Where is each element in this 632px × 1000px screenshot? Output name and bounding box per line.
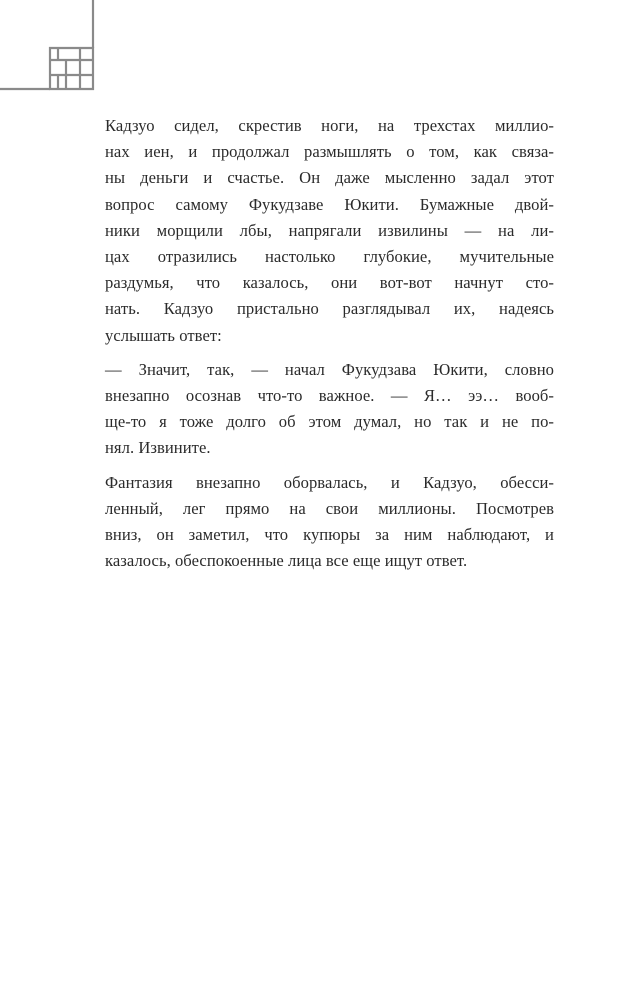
corner-lattice-ornament-icon xyxy=(0,0,100,100)
text-line: раздумья, что казалось, они вот-вот начнут сто- xyxy=(105,273,554,293)
text-line: Фантазия внезапно оборвалась, и Кадзуо, обесси- xyxy=(105,472,554,492)
body-text xyxy=(105,113,554,574)
text-line: цах отразились настолько глубокие, мучительные xyxy=(105,247,554,267)
text-line: Кадзуо сидел, скрестив ноги, на трехстах миллио- xyxy=(105,116,554,135)
text-line: вниз, он заметил, что купюры за ним наблюдают, и xyxy=(105,525,554,545)
text-line: вопрос самому Фукудзаве Юкити. Бумажные двой- xyxy=(105,194,554,214)
text-line: ще-то я тоже долго об этом думал, но так и не по- xyxy=(105,412,554,432)
text-line: казалось, обеспокоенные лица все еще ищут ответ. xyxy=(105,551,468,571)
paragraph xyxy=(105,113,554,349)
paragraph-gap xyxy=(105,349,554,357)
text-line: ленный, лег прямо на свои миллионы. Посмотрев xyxy=(105,498,554,518)
text-line: ники морщили лбы, напрягали извилины — на ли- xyxy=(105,220,554,240)
text-line: нах иен, и продолжал размышлять о том, как связа- xyxy=(105,142,554,162)
paragraph xyxy=(105,470,554,575)
text-line: — Значит, так, — начал Фукудзава Юкити, словно xyxy=(105,359,554,379)
text-line: нать. Кадзуо пристально разглядывал их, надеясь xyxy=(105,299,554,319)
text-line: нял. Извините. xyxy=(105,438,211,458)
text-line: ны деньги и счастье. Он даже мысленно задал этот xyxy=(105,168,554,188)
text-line: услышать ответ: xyxy=(105,325,222,345)
paragraph-gap xyxy=(105,462,554,470)
text-line: внезапно осознав что-то важное. — Я… ээ… вооб- xyxy=(105,386,554,406)
paragraph xyxy=(105,357,554,462)
